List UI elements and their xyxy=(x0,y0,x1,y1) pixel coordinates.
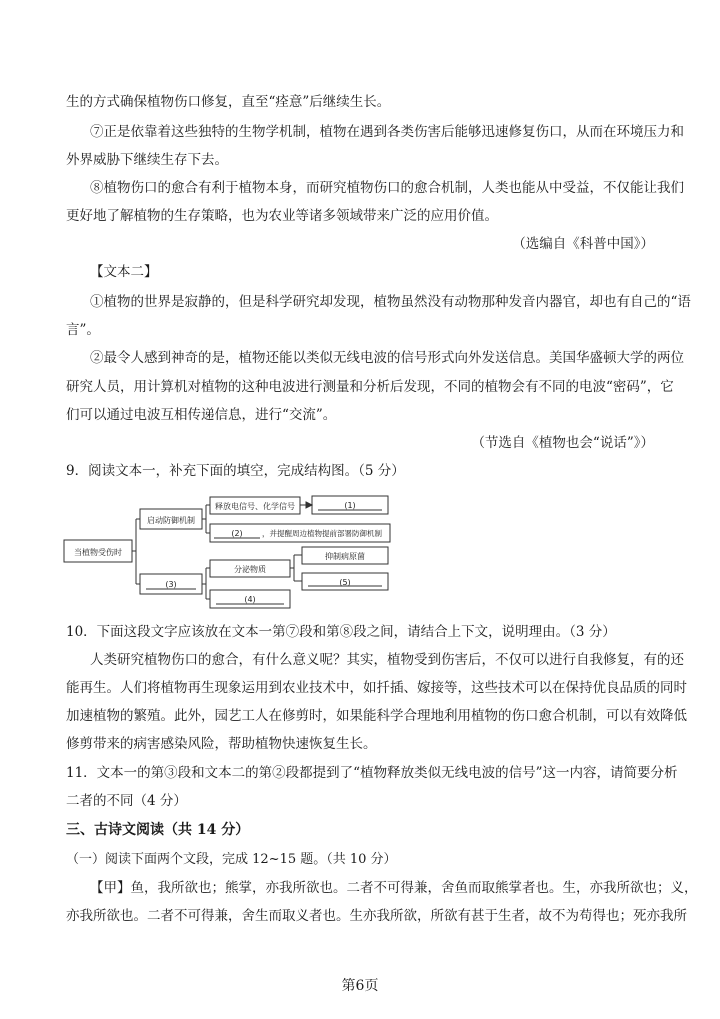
q10-p-line1: 人类研究植物伤口的愈合，有什么意义呢？其实，植物受到伤害后，不仅可以进行自我修复，有的还 xyxy=(90,652,684,668)
text2-source: （节选自《植物也会“说话”》） xyxy=(471,435,654,451)
diagram-blank3: (3) xyxy=(165,580,177,589)
text1-p8-line1: ⑧植物伤口的愈合有利于植物本身，而研究植物伤口的愈合机制，人类也能从中受益，不仅能让我们 xyxy=(90,180,684,196)
text1-p7-line2: 外界威胁下继续生存下去。 xyxy=(66,152,228,168)
q10-p-line2: 能再生。人们将植物再生现象运用到农业技术中，如扦插、嫁接等，这些技术可以在保持优良品质的同时 xyxy=(66,680,687,696)
text2-p1-line1: ①植物的世界是寂静的，但是科学研究却发现，植物虽然没有动物那种发音内器官，却也有自己的“语 xyxy=(90,294,691,310)
diagram-blank1: (1) xyxy=(344,501,356,510)
diagram-defense: 启动防御机制 xyxy=(147,516,195,525)
jia-line2: 亦我所欲也。二者不可得兼，舍生而取义者也。生亦我所欲，所欲有甚于生者，故不为苟得也；死亦我所 xyxy=(66,908,687,924)
diagram-blank5: (5) xyxy=(339,578,351,587)
diagram-secrete: 分泌物质 xyxy=(234,565,266,574)
text1-p8-line2: 更好地了解植物的生存策略，也为农业等诸多领域带来广泛的应用价值。 xyxy=(66,208,498,224)
page-number: 第6页 xyxy=(341,978,379,994)
q10-p-line4: 修剪带来的病害感染风险，帮助植物快速恢复生长。 xyxy=(66,736,377,752)
q10-question: 10．下面这段文字应该放在文本一第⑦段和第⑧段之间，请结合上下文，说明理由。（3 分） xyxy=(66,624,616,640)
text2-p2-line1: ②最令人感到神奇的是，植物还能以类似无线电波的信号形式向外发送信息。美国华盛顿大学的两位 xyxy=(90,350,684,366)
diagram-blank4: (4) xyxy=(244,595,256,604)
jia-line1: 【甲】鱼，我所欲也；熊掌，亦我所欲也。二者不可得兼，舍鱼而取熊掌者也。生，亦我所欲也；义， xyxy=(90,880,698,896)
text1-line: 生的方式确保植物伤口修复，直至“痊意”后继续生长。 xyxy=(66,94,391,110)
text2-p2-line2: 研究人员，用计算机对植物的这种电波进行测量和分析后发现，不同的植物会有不同的电波“密码”，它 xyxy=(66,379,674,395)
text2-p1-line2: 言”。 xyxy=(66,322,100,338)
diagram-signal: 释放电信号、化学信号 xyxy=(215,502,295,511)
diagram-inhibit: 抑制病原菌 xyxy=(325,552,365,561)
diagram-remind: ，并提醒周边植物提前部署防御机制 xyxy=(262,529,382,538)
q11-line2: 二者的不同（4 分） xyxy=(66,793,187,809)
structure-diagram xyxy=(62,488,402,613)
diagram-blank2: (2) xyxy=(231,529,243,538)
diagram-root: 当植物受伤时 xyxy=(74,548,122,557)
q11-line1: 11．文本一的第③段和文本二的第②段都提到了“植物释放类似无线电波的信号”这一内容，请简要分析 xyxy=(66,765,678,781)
text1-p7-line1: ⑦正是依靠着这些独特的生物学机制，植物在遇到各类伤害后能够迅速修复伤口，从而在环境压力和 xyxy=(90,124,684,140)
text2-p2-line3: 们可以通过电波互相传递信息，进行“交流”。 xyxy=(66,407,337,423)
q10-p-line3: 加速植物的繁殖。此外，园艺工人在修剪时，如果能科学合理地利用植物的伤口愈合机制，可以有效降低 xyxy=(66,708,687,724)
section3-sub: （一）阅读下面两个文段，完成 12~15 题。（共 10 分） xyxy=(66,852,397,867)
text2-heading: 【文本二】 xyxy=(90,264,158,280)
text1-source: （选编自《科普中国》） xyxy=(512,236,654,252)
q9-question: 9．阅读文本一，补充下面的填空，完成结构图。（5 分） xyxy=(66,463,405,479)
section3-title: 三、古诗文阅读（共 14 分） xyxy=(66,822,250,838)
